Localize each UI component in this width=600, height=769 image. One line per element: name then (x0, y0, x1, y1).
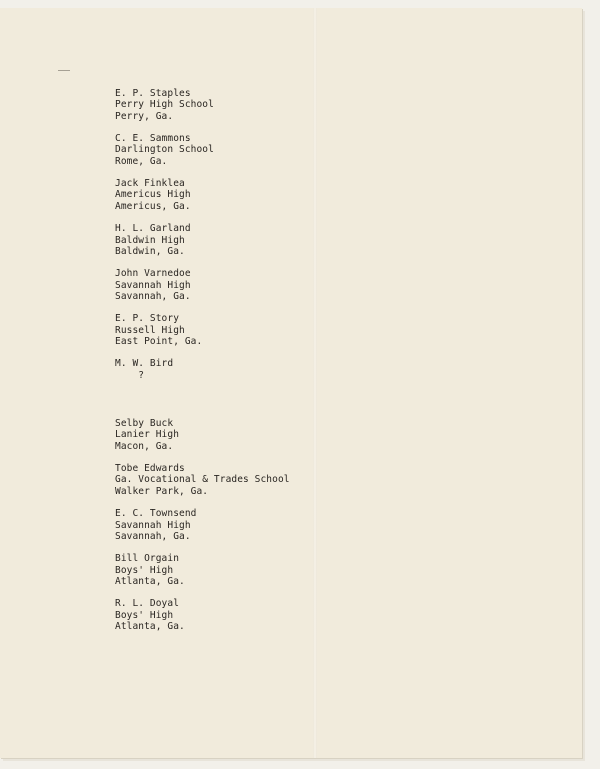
entry-city: East Point, Ga. (115, 335, 203, 347)
entry-name: E. P. Story (115, 313, 180, 325)
address-entry (115, 598, 535, 632)
entry-city: Walker Park, Ga. (115, 485, 209, 497)
address-entry (115, 268, 535, 302)
entry-name: John Varnedoe (115, 268, 191, 280)
address-list (115, 88, 535, 632)
entry-city: Rome, Ga. (115, 155, 168, 167)
entry-name: Selby Buck (115, 418, 174, 430)
pencil-mark (58, 70, 70, 71)
entry-school: Americus High (115, 189, 191, 201)
address-entry (115, 178, 535, 212)
entry-city: Perry, Ga. (115, 110, 174, 122)
entry-city: Savannah, Ga. (115, 290, 191, 302)
document-page (0, 8, 582, 758)
entry-name: M. W. Bird (115, 358, 174, 370)
entry-city: Atlanta, Ga. (115, 575, 185, 587)
entry-city: Baldwin, Ga. (115, 245, 185, 257)
address-entry (115, 133, 535, 167)
entry-name: E. C. Townsend (115, 508, 197, 520)
address-entry (115, 508, 535, 542)
entry-school: Lanier High (115, 429, 180, 441)
entry-school: Darlington School (115, 144, 214, 156)
entry-school: Boys' High (115, 564, 174, 576)
address-entry (115, 553, 535, 587)
entry-name: R. L. Doyal (115, 598, 180, 610)
entry-name: E. P. Staples (115, 88, 191, 99)
entry-school: Baldwin High (115, 234, 185, 246)
address-entry (115, 223, 535, 257)
entry-school: Boys' High (115, 609, 174, 621)
address-entry (115, 313, 535, 347)
entry-city: Macon, Ga. (115, 440, 174, 452)
entry-name: H. L. Garland (115, 223, 191, 235)
address-entry (115, 88, 535, 122)
entry-unknown-school: ? (115, 369, 145, 381)
address-entry (115, 418, 535, 452)
entry-city: Savannah, Ga. (115, 530, 191, 542)
entry-school: Ga. Vocational & Trades School (115, 474, 290, 486)
entry-city: Atlanta, Ga. (115, 620, 185, 632)
address-entry (115, 358, 535, 381)
entry-city: Americus, Ga. (115, 200, 191, 212)
entry-name: C. E. Sammons (115, 133, 191, 145)
entry-school: Savannah High (115, 519, 191, 531)
address-entry (115, 463, 535, 497)
entry-school: Russell High (115, 324, 185, 336)
entry-school: Savannah High (115, 279, 191, 291)
entry-name: Tobe Edwards (115, 463, 185, 475)
entry-school: Perry High School (115, 99, 214, 111)
entry-name: Jack Finklea (115, 178, 185, 190)
entry-name: Bill Orgain (115, 553, 180, 565)
